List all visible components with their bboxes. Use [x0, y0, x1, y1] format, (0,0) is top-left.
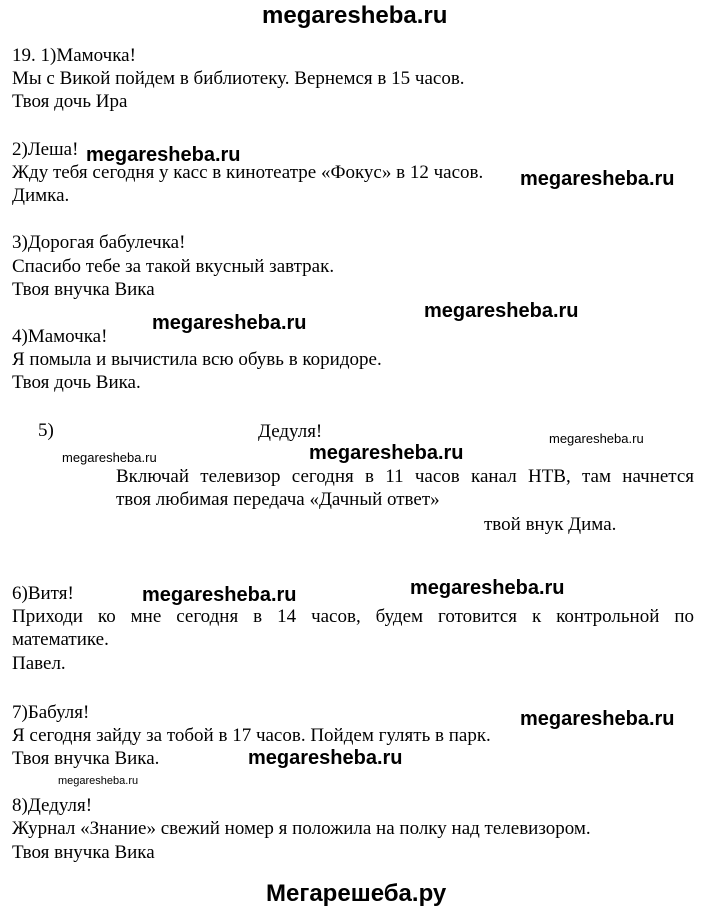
n7-sign: Твоя внучка Вика.: [12, 748, 160, 769]
n5-sign: твой внук Дима.: [484, 514, 617, 535]
n1-sign: Твоя дочь Ира: [12, 91, 128, 112]
header-site-name: megaresheba.ru: [262, 2, 448, 29]
n2-heading: 2)Леша!: [12, 139, 79, 160]
watermark: megaresheba.ru: [62, 450, 157, 465]
watermark: megaresheba.ru: [58, 775, 139, 787]
n6-heading: 6)Витя!: [12, 583, 74, 604]
n5-body-line2: твоя любимая передача «Дачный ответ»: [116, 489, 440, 510]
watermark: megaresheba.ru: [520, 708, 675, 730]
n7-body: Я сегодня зайду за тобой в 17 часов. Пойдем гулять в парк.: [12, 725, 491, 746]
watermark: megaresheba.ru: [142, 584, 297, 606]
n1-body: Мы с Викой пойдем в библиотеку. Вернемся в 15 часов.: [12, 68, 465, 89]
n8-heading: 8)Дедуля!: [12, 795, 93, 816]
watermark: megaresheba.ru: [86, 144, 241, 166]
n6-sign: Павел.: [12, 653, 66, 674]
n6-body-line2: математике.: [12, 629, 109, 650]
n5-number: 5): [38, 420, 54, 441]
n1-heading: 19. 1)Мамочка!: [12, 45, 136, 66]
n3-sign: Твоя внучка Вика: [12, 279, 155, 300]
n7-heading: 7)Бабуля!: [12, 702, 90, 723]
n4-body: Я помыла и вычистила всю обувь в коридоре.: [12, 349, 382, 370]
watermark: megaresheba.ru: [424, 300, 579, 322]
watermark: megaresheba.ru: [520, 168, 675, 190]
n5-body-line1: Включай телевизор сегодня в 11 часов канал НТВ, там начнется: [116, 466, 694, 487]
n2-sign: Димка.: [12, 185, 70, 206]
n8-sign: Твоя внучка Вика: [12, 842, 155, 863]
watermark: megaresheba.ru: [309, 442, 464, 464]
watermark: megaresheba.ru: [248, 747, 403, 769]
watermark: megaresheba.ru: [152, 312, 307, 334]
n6-body-line1: Приходи ко мне сегодня в 14 часов, будем готовится к контрольной по: [12, 606, 694, 627]
n5-heading: Дедуля!: [258, 421, 323, 442]
n2-body: Жду тебя сегодня у касс в кинотеатре «Фокус» в 12 часов.: [12, 162, 484, 183]
n3-body: Спасибо тебе за такой вкусный завтрак.: [12, 256, 335, 277]
watermark: megaresheba.ru: [549, 431, 644, 446]
n4-sign: Твоя дочь Вика.: [12, 372, 141, 393]
n3-heading: 3)Дорогая бабулечка!: [12, 232, 186, 253]
footer-site-name: Мегарешеба.ру: [266, 880, 447, 907]
n4-heading: 4)Мамочка!: [12, 326, 108, 347]
watermark: megaresheba.ru: [410, 577, 565, 599]
n8-body: Журнал «Знание» свежий номер я положила на полку над телевизором.: [12, 818, 591, 839]
